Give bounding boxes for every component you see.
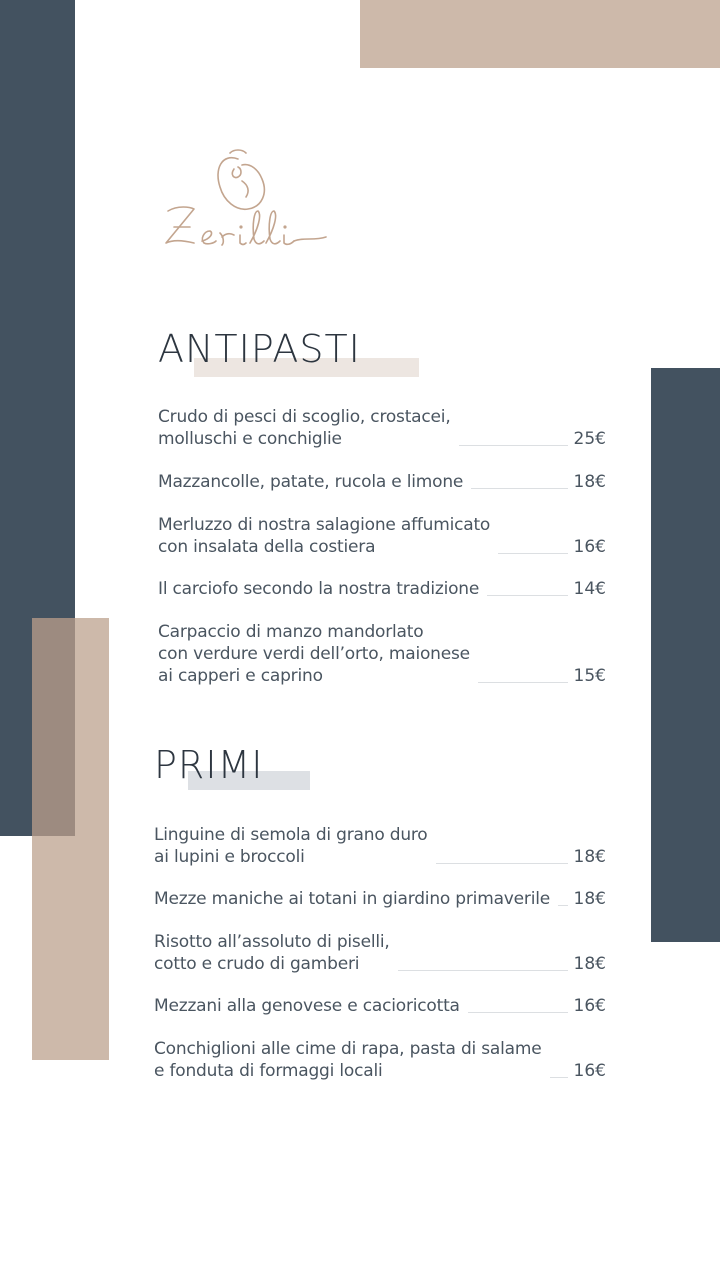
decor-block-top [360, 0, 720, 68]
menu-item-name: Carpaccio di manzo mandorlato con verdure verdi dell’orto, maionese ai capperi e caprino [158, 622, 470, 686]
menu-item-name: Il carciofo secondo la nostra tradizione [158, 579, 480, 599]
menu-item-name: Risotto all’assoluto di piselli, cotto e crudo di gamberi [154, 932, 390, 974]
dotted-leader [550, 1077, 568, 1078]
menu-item-name: Crudo di pesci di scoglio, crostacei, molluschi e conchiglie [158, 407, 451, 449]
decor-block-overlap [32, 618, 75, 836]
menu-item-name: Merluzzo di nostra salagione affumicato con insalata della costiera [158, 515, 491, 557]
restaurant-logo [150, 145, 340, 260]
menu-item [158, 578, 606, 600]
menu-item-price: 25€ [573, 429, 606, 449]
menu-item [158, 406, 606, 450]
dotted-leader [398, 970, 568, 971]
section-title-antipasti [158, 327, 458, 390]
decor-block-right-dark [651, 368, 720, 942]
menu-item-name: Linguine di semola di grano duro ai lupini e broccoli [154, 825, 428, 867]
section-title-text: PRIMI [154, 743, 264, 787]
menu-item [154, 824, 606, 868]
dotted-leader [436, 863, 568, 864]
menu-item-price: 18€ [573, 847, 606, 867]
menu-item [158, 621, 606, 687]
menu-item [158, 514, 606, 558]
menu-item-price: 15€ [573, 666, 606, 686]
dotted-leader [468, 1012, 568, 1013]
dotted-leader [487, 595, 567, 596]
menu-item-name: Mezze maniche ai totani in giardino primaverile [154, 889, 551, 909]
menu-item-price: 18€ [573, 954, 606, 974]
dotted-leader [471, 488, 567, 489]
menu-item [154, 1038, 606, 1082]
menu-item-price: 18€ [573, 889, 606, 909]
section-title-text: ANTIPASTI [158, 327, 361, 371]
menu-item-price: 16€ [573, 1061, 606, 1081]
dotted-leader [478, 682, 568, 683]
menu-item-price: 16€ [573, 537, 606, 557]
menu-item-price: 18€ [573, 472, 606, 492]
menu-item-name: Mazzancolle, patate, rucola e limone [158, 472, 464, 492]
menu-item-price: 16€ [573, 996, 606, 1016]
menu-item [154, 888, 606, 910]
dotted-leader [558, 905, 568, 906]
section-title-primi [154, 743, 354, 806]
dotted-leader [498, 553, 567, 554]
menu-item [154, 931, 606, 975]
menu-item-price: 14€ [573, 579, 606, 599]
menu-item [154, 995, 606, 1017]
menu-item-name: Mezzani alla genovese e cacioricotta [154, 996, 460, 1016]
menu-item-name: Conchiglioni alle cime di rapa, pasta di salame e fonduta di formaggi locali [154, 1039, 542, 1081]
menu-item [158, 471, 606, 493]
dotted-leader [459, 445, 568, 446]
